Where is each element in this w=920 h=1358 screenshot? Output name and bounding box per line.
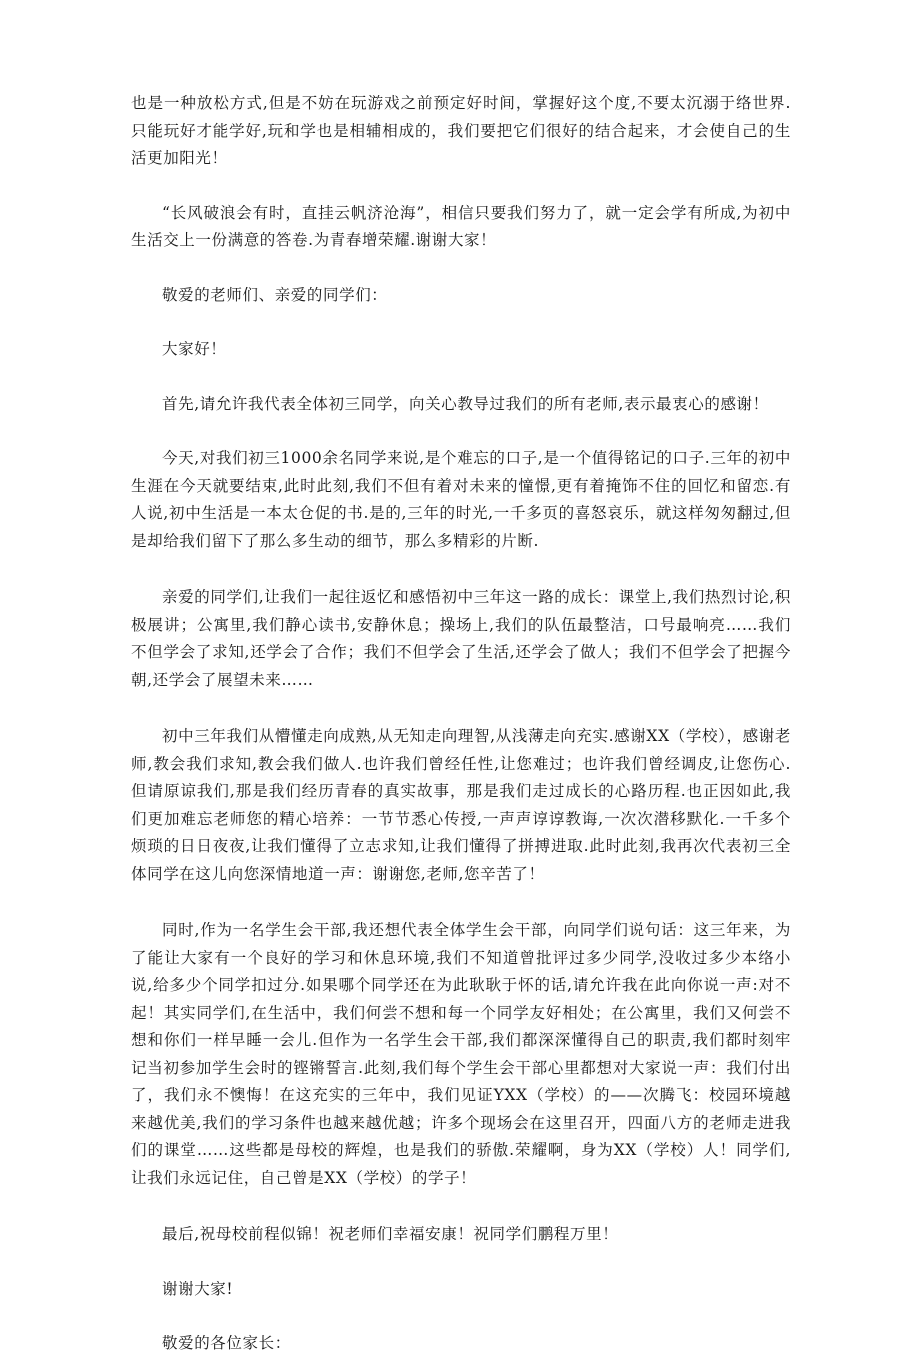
paragraph-greeting: 大家好！ (162, 340, 227, 358)
paragraph-thanks: 首先,请允许我代表全体初三同学，向关心教导过我们的所有老师,表示最衷心的感谢！ (162, 394, 769, 413)
paragraph-closing-quote: “长风破浪会有时，直挂云帆济沧海”，相信只要我们努力了，就一定会学有所成,为初中生活交上一份满意的答卷.为青春增荣耀.谢谢大家！ (131, 203, 791, 249)
document-page (131, 90, 791, 1358)
paragraph-today: 今天,对我们初三1000余名同学来说,是个难忘的口子,是一个值得铭记的口子.三年的初中生涯在今天就要结束,此时此刻,我们不但有着对未来的憧憬,更有着掩饰不住的回忆和留恋.有人说,初中生活是一本太仓促的书.是的,三年的时光,一千多页的喜怒哀乐，就这样匆匆翻过,但是却给我们留下了那么多生动的细节，那么多精彩的片断. (131, 449, 791, 550)
paragraph-memories: 亲爱的同学们,让我们一起往返忆和感悟初中三年这一路的成长：课堂上,我们热烈讨论,积极展讲；公寓里,我们静心读书,安静休息；操场上,我们的队伍最整洁，口号最响亮……我们不但学会了求知,还学会了合作；我们不但学会了生活,还学会了做人；我们不但学会了把握今朝,还学会了展望未来…… (131, 588, 791, 689)
paragraph-student-council: 同时,作为一名学生会干部,我还想代表全体学生会干部，向同学们说句话：这三年来，为了能让大家有一个良好的学习和休息环境,我们不知道曾批评过多少同学,没收过多少本络小说,给多少个同学扣过分.如果哪个同学还在为此耿耿于怀的话,请允许我在此向你说一声:对不起！其实同学们,在生活中，我们何尝不想和每一个同学友好相处；在公寓里，我们又何尝不想和你们一样早睡一会儿.但作为一名学生会干部,我们都深深懂得自己的职责,我们都时刻牢记当初参加学生会时的铿锵誓言.此刻,我们每个学生会干部心里都想对大家说一声：我们付出了，我们永不懊悔！在这充实的三年中，我们见证YXX（学校）的——次腾飞：校园环境越来越优美,我们的学习条件也越来越优越；许多个现场会在这里召开，四面八方的老师走进我们的课堂……这些都是母校的辉煌，也是我们的骄傲.荣耀啊，身为XX（学校）人！同学们,让我们永远记住，自己曾是XX（学校）的学子！ (131, 921, 791, 1187)
paragraph-wishes: 最后,祝母校前程似锦！祝老师们幸福安康！祝同学们鹏程万里！ (162, 1225, 619, 1243)
paragraph-parents-salutation: 敬爱的各位家长： (162, 1334, 291, 1352)
paragraph-salutation: 敬爱的老师们、亲爱的同学们： (162, 285, 388, 304)
paragraph-continuation: 也是一种放松方式,但是不妨在玩游戏之前预定好时间，掌握好这个度,不要太沉溺于络世界.只能玩好才能学好,玩和学也是相辅相成的，我们要把它们很好的结合起来，才会使自己的生活更加阳光！ (131, 94, 791, 167)
paragraph-teachers: 初中三年我们从懵懂走向成熟,从无知走向理智,从浅薄走向充实.感谢XX（学校），感谢老师,教会我们求知,教会我们做人.也许我们曾经任性,让您难过；也许我们曾经调皮,让您伤心.但请原谅我们,那是我们经历青春的真实故事，那是我们走过成长的心路历程.也正因如此,我们更加难忘老师您的精心培养：一节节悉心传授,一声声谆谆教诲,一次次潜移默化.一千多个烦琐的日日夜夜,让我们懂得了立志求知,让我们懂得了拼搏进取.此时此刻,我再次代表初三全体同学在这儿向您深情地道一声：谢谢您,老师,您辛苦了！ (131, 727, 791, 883)
paragraph-thank-you: 谢谢大家! (162, 1279, 234, 1298)
